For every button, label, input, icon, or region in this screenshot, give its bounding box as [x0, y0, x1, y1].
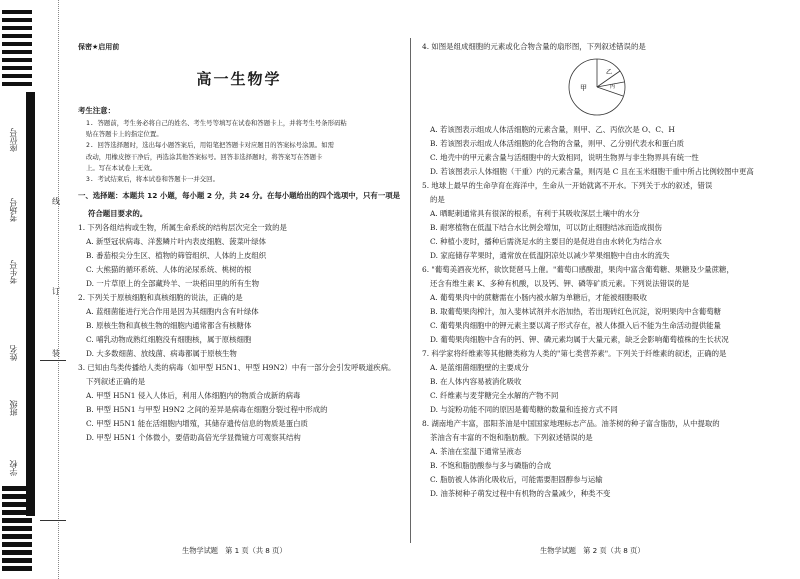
question-line: 6. "葡萄美酒夜光杯，欲饮琵琶马上催。"葡萄口感酸甜，果肉中富含葡萄糖、果糖及少量蔗糖， — [422, 265, 734, 274]
option-line: A. 新型冠状病毒、洋葱鳞片叶内表皮细胞、菠菜叶绿体 — [86, 237, 267, 247]
option-line: C. 地壳中的甲元素含量与活细胞中的大致相同，说明生物界与非生物界具有统一性 — [430, 153, 699, 162]
question-line: 1. 下列各组结构或生物，所属生命系统的结构层次完全一致的是 — [78, 223, 287, 233]
right-column — [422, 40, 784, 501]
option-line: A. 茶油在室温下通常呈液态 — [430, 447, 522, 456]
notice-item: 2. 回答选择题时，选出每小题答案后，用铅笔把答题卡对应题目的答案标号涂黑。如需 — [86, 141, 334, 150]
question-line: 2. 下列关于原核细胞和真核细胞的说法，正确的是 — [78, 293, 243, 303]
notice-heading: 考生注意： — [78, 106, 115, 115]
option-line: C. 葡萄果肉细胞中的钾元素主要以离子形式存在，被人体摄入后不能为生命活动提供能量 — [430, 321, 721, 330]
field-class: 班级 — [9, 400, 18, 416]
option-line: D. 甲型 H5N1 个体微小，要借助高倍光学显微镜方可观察其结构 — [86, 433, 301, 443]
question-line-cont: 下列叙述正确的是 — [86, 377, 146, 387]
option-line: A. 是蓝细菌细胞壁的主要成分 — [430, 363, 529, 372]
option-line: C. 纤维素与麦芽糖完全水解的产物不同 — [430, 391, 559, 400]
barcode-bottom — [2, 486, 32, 574]
option-line: A. 甲型 H5N1 侵入人体后，利用人体细胞内的物质合成新的病毒 — [86, 391, 301, 401]
option-line: A. 若该图表示组成人体活细胞的元素含量，则甲、乙、丙依次是 O、C、H — [430, 125, 675, 134]
mark-order: 订 — [52, 287, 60, 296]
column-divider — [410, 38, 411, 543]
option-line: D. 葡萄果肉细胞中含有的钙、钾、磷元素均属于大量元素，缺乏会影响葡萄植株的生长状况 — [430, 335, 729, 344]
footer-page-2: 生物学试题 第 2 页（共 8 页） — [540, 546, 645, 555]
notice-item: 1. 答题前，考生务必将自己的姓名、考生号等填写在试卷和答题卡上，并将考生号条形码粘 — [86, 119, 347, 127]
option-line: D. 若该图表示人体细胞（干重）内的元素含量，则丙是 C 且在玉米细胞干重中所占比例较图中更高 — [430, 167, 754, 176]
mark-bind: 装 — [52, 349, 60, 358]
option-line: A. 蓝细菌能进行光合作用是因为其细胞内含有叶绿体 — [86, 307, 259, 317]
field-name: 姓名 — [9, 345, 18, 361]
option-line: C. 脂肪被人体消化吸收后，可能需要胆固醇参与运输 — [430, 475, 603, 484]
pie-figure — [562, 56, 632, 118]
mark-line: 线 — [52, 197, 60, 206]
left-column — [78, 40, 400, 445]
option-line: B. 番茄根尖分生区、植物的筛管组织、人体的上皮组织 — [86, 251, 267, 261]
field-examnum: 考生号 — [9, 260, 18, 284]
option-line: B. 若该图表示组成人体活细胞的化合物的含量，则甲、乙分别代表水和蛋白质 — [430, 139, 685, 148]
question-line-cont: 的是 — [430, 195, 445, 204]
page-title: 高一生物学 — [196, 70, 282, 88]
question-line: 8. 湖南地产丰富，邵阳茶油是中国国家地理标志产品。油茶树的种子富含脂肪，从中提取的 — [422, 419, 720, 428]
option-line: B. 在人体内容易被消化吸收 — [430, 377, 522, 386]
option-line: C. 大熊猫的循环系统、人体的泌尿系统、桃树的根 — [86, 265, 252, 275]
pie-label-jia: 甲 — [580, 84, 587, 92]
notice-item: 改动，用橡皮擦干净后，再选涂其他答案标号。回答非选择题时，将答案写在答题卡 — [86, 152, 323, 161]
barcode-top — [2, 10, 32, 90]
notice-item: 3. 考试结束后，将本试卷和答题卡一并交回。 — [86, 175, 219, 184]
notice-item: 上。写在本试卷上无效。 — [86, 163, 157, 172]
section-heading: 一、选择题：本题共 12 小题，每小题 2 分，共 24 分。在每小题给出的四个选项中，只有一项是 — [78, 191, 400, 201]
option-line: B. 甲型 H5N1 与甲型 H9N2 之间的差异是病毒在细胞分裂过程中形成的 — [86, 405, 328, 415]
option-line: D. 与淀粉功能不同的原因是葡萄糖的数量和连接方式不同 — [430, 405, 618, 414]
field-room: 考场号 — [9, 198, 18, 222]
option-line: D. 大多数细菌、放线菌、病毒都属于原核生物 — [86, 349, 237, 359]
option-line: D. 油茶树种子萌发过程中有机物的含量减少，种类不变 — [430, 489, 611, 498]
question-line-cont: 茶油含有丰富的不饱和脂肪酸。下列叙述错误的是 — [430, 433, 593, 442]
secret-label: 保密★启用前 — [78, 43, 120, 51]
notice-item: 贴在答题卡上的指定位置。 — [86, 130, 163, 139]
option-line: C. 种植小麦时，播种后需浇足水的主要目的是促进自由水转化为结合水 — [430, 237, 662, 246]
question-line: 3. 已知由鸟类传播给人类的病毒（如甲型 H5N1、甲型 H9N2）中有一部分会引发呼吸道疾病。 — [78, 363, 396, 373]
field-seat: 座位号 — [9, 128, 18, 152]
question-line: 5. 地球上最早的生命孕育在海洋中，生命从一开始就离不开水。下列关于水的叙述，错误 — [422, 181, 713, 190]
pie-label-bing: 丙 — [610, 84, 616, 90]
option-line: B. 耐寒植物在低温下结合水比例会增加，可以防止细胞结冰而造成损伤 — [430, 223, 662, 232]
section-heading-cont: 符合题目要求的。 — [88, 209, 148, 219]
option-line: A. 晒昵刺通常具有很深的根系，有利于其吸收深层土壤中的水分 — [430, 209, 640, 218]
option-line: A. 葡萄果肉中的蔗糖需在小肠内被水解为单糖后，才能被细胞吸收 — [430, 293, 647, 302]
field-school: 学校 — [9, 460, 18, 476]
option-line: C. 甲型 H5N1 能在活细胞内增殖，其储存遗传信息的物质是蛋白质 — [86, 419, 308, 429]
option-line: C. 哺乳动物成熟红细胞没有细胞核，属于原核细胞 — [86, 335, 252, 345]
option-line: D. 一片草原上的全部藏羚羊、一块稻田里的所有生物 — [86, 279, 259, 289]
option-line: B. 取葡萄果肉榨汁，加入斐林试剂并水浴加热，若出现砖红色沉淀，说明果肉中含葡萄糖 — [430, 307, 721, 316]
question-line: 4. 如图是组成细胞的元素或化合物含量的扇形图，下列叙述错误的是 — [422, 42, 646, 51]
question-line: 7. 科学家将纤维素等其他糖类称为人类的"第七类营养素"。下列关于纤维素的叙述，正确的是 — [422, 349, 727, 358]
option-line: B. 不饱和脂肪酸参与多与磷脂的合成 — [430, 461, 551, 470]
option-line: B. 原核生物和真核生物的细胞内通常都含有核糖体 — [86, 321, 252, 331]
question-line-cont: 还含有维生素 K、多种有机酸，以及钙、钾、磷等矿质元素。下列说法错误的是 — [430, 279, 690, 288]
pie-label-yi: 乙 — [606, 69, 613, 76]
binding-margin — [0, 0, 72, 579]
barcode-column — [26, 92, 35, 516]
option-line: D. 家庭储存苹果时，通常放在低温阴凉处以减少苹果细胞中自由水的流失 — [430, 251, 670, 260]
footer-page-1: 生物学试题 第 1 页（共 8 页） — [182, 546, 287, 555]
